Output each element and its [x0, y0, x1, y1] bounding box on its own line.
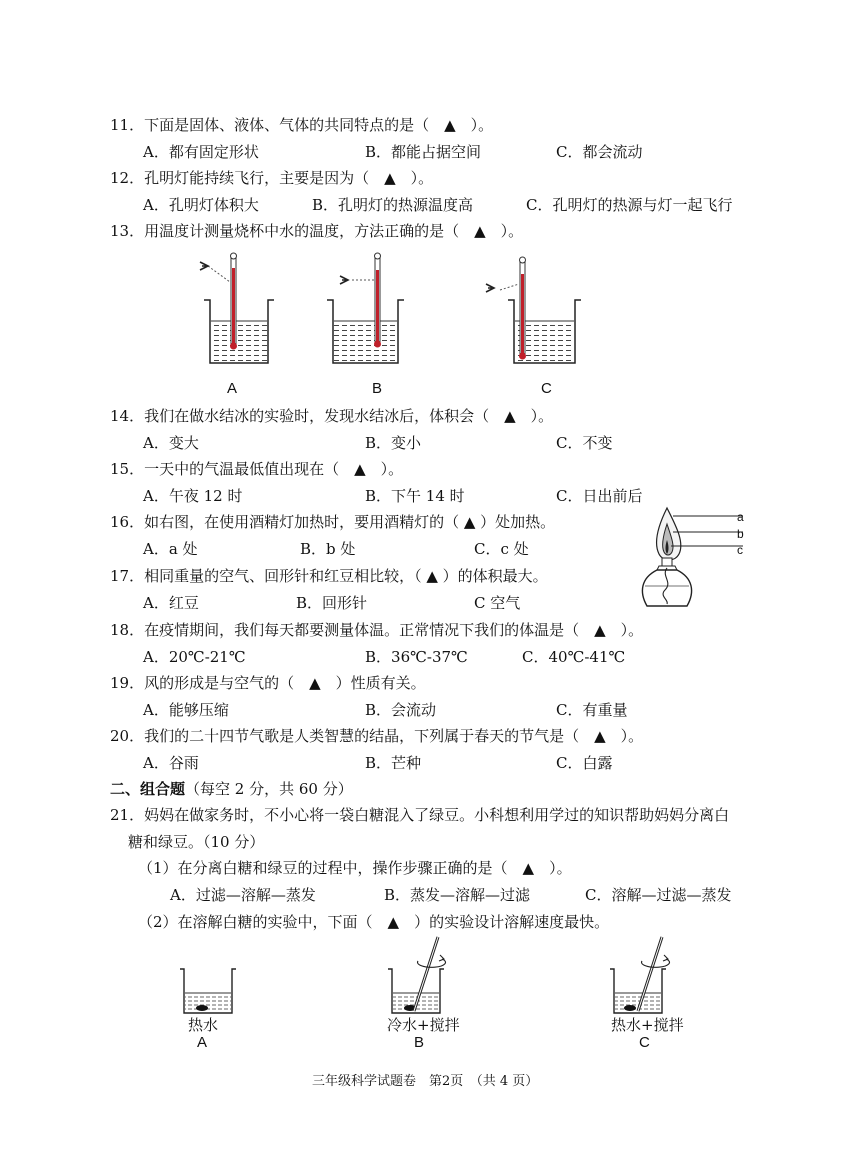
q14-option-c[interactable]: C．不变 [556, 434, 613, 452]
q17-option-a[interactable]: A．红豆 [143, 594, 199, 612]
q12-stem: 12．孔明灯能持续飞行，主要是因为（ ▲ ）。 [110, 169, 434, 187]
sugar-beaker-a [180, 969, 236, 1013]
q11-option-a[interactable]: A．都有固定形状 [143, 143, 259, 161]
q11-stem: 11．下面是固体、液体、气体的共同特点的是（ ▲ ）。 [110, 116, 494, 134]
beaker-b-figure [327, 253, 404, 363]
q21-caption-b: 冷水+搅拌 [387, 1016, 460, 1034]
q20-option-a[interactable]: A．谷雨 [143, 754, 199, 772]
q16-option-c[interactable]: C．c 处 [474, 540, 529, 558]
page-footer: 三年级科学试题卷 第2页 （共 4 页） [312, 1074, 539, 1089]
q21-stem-line1: 21．妈妈在做家务时，不小心将一袋白糖混入了绿豆。小科想利用学过的知识帮助妈妈分离白 [110, 806, 730, 824]
q13-label-c[interactable]: C [541, 380, 552, 397]
q15-option-b[interactable]: B．下午 14 时 [365, 487, 465, 505]
beaker-c-figure [486, 257, 581, 363]
q19-option-b[interactable]: B．会流动 [365, 701, 437, 719]
q11-option-b[interactable]: B．都能占据空间 [365, 143, 482, 161]
flame-label-a: a [737, 510, 744, 524]
sugar-dissolve-figures [170, 935, 690, 1015]
q21-sub1-stem: （1）在分离白糖和绿豆的过程中，操作步骤正确的是（ ▲ ）。 [138, 859, 572, 877]
section-note: （每空 2 分，共 60 分） [185, 780, 353, 798]
q16-option-b[interactable]: B．b 处 [300, 540, 356, 558]
q18-option-a[interactable]: A．20℃-21℃ [143, 648, 246, 666]
sugar-beaker-c [610, 937, 670, 1013]
q13-stem: 13．用温度计测量烧杯中水的温度，方法正确的是（ ▲ ）。 [110, 222, 524, 240]
q19-option-a[interactable]: A．能够压缩 [143, 701, 229, 719]
q21-caption-a: 热水 [188, 1016, 219, 1034]
q16-option-a[interactable]: A．a 处 [143, 540, 198, 558]
q21-letter-a[interactable]: A [197, 1034, 208, 1051]
q11-option-c[interactable]: C．都会流动 [556, 143, 643, 161]
q18-option-c[interactable]: C．40℃-41℃ [522, 648, 626, 666]
flame-label-b: b [737, 527, 744, 541]
q14-option-a[interactable]: A．变大 [143, 434, 199, 452]
q21-sub1-option-c[interactable]: C．溶解—过滤—蒸发 [585, 886, 732, 904]
q21-sub1-option-b[interactable]: B．蒸发—溶解—过滤 [384, 886, 531, 904]
q21-letter-c[interactable]: C [639, 1034, 650, 1051]
q12-option-c[interactable]: C．孔明灯的热源与灯一起飞行 [526, 196, 733, 214]
q15-option-a[interactable]: A．午夜 12 时 [143, 487, 243, 505]
q18-stem: 18．在疫情期间，我们每天都要测量体温。正常情况下我们的体温是（ ▲ ）。 [110, 621, 644, 639]
q13-label-b[interactable]: B [372, 380, 383, 397]
q21-stem-line2: 糖和绿豆。（10 分） [128, 833, 265, 851]
q20-option-b[interactable]: B．芒种 [365, 754, 422, 772]
section-heading [110, 778, 353, 799]
sugar-beaker-b [388, 937, 446, 1013]
q21-caption-c: 热水+搅拌 [611, 1016, 684, 1034]
alcohol-lamp-figure [635, 506, 745, 612]
q14-option-b[interactable]: B．变小 [365, 434, 422, 452]
flame-label-c: c [737, 543, 743, 557]
q20-option-c[interactable]: C．白露 [556, 754, 613, 772]
q17-option-b[interactable]: B．回形针 [296, 594, 368, 612]
beaker-a-figure [200, 253, 274, 363]
q19-option-c[interactable]: C．有重量 [556, 701, 628, 719]
q15-option-c[interactable]: C．日出前后 [556, 487, 643, 505]
q13-label-a[interactable]: A [227, 380, 238, 397]
q21-sub2-stem: （2）在溶解白糖的实验中，下面（ ▲ ）的实验设计溶解速度最快。 [138, 913, 610, 931]
q19-stem: 19．风的形成是与空气的（ ▲ ）性质有关。 [110, 674, 426, 692]
q17-stem: 17．相同重量的空气、回形针和红豆相比较，（ ▲ ）的体积最大。 [110, 567, 548, 585]
q20-stem: 20．我们的二十四节气歌是人类智慧的结晶，下列属于春天的节气是（ ▲ ）。 [110, 727, 644, 745]
q12-option-a[interactable]: A．孔明灯体积大 [143, 196, 259, 214]
q21-sub1-option-a[interactable]: A．过滤—溶解—蒸发 [170, 886, 316, 904]
q21-letter-b[interactable]: B [414, 1034, 425, 1051]
section-title: 二、组合题 [110, 780, 186, 798]
q13-thermometer-figures [190, 248, 590, 373]
q17-option-c[interactable]: C 空气 [474, 594, 521, 612]
q18-option-b[interactable]: B．36℃-37℃ [365, 648, 468, 666]
q16-stem: 16．如右图，在使用酒精灯加热时，要用酒精灯的（ ▲ ）处加热。 [110, 513, 556, 531]
q14-stem: 14．我们在做水结冰的实验时，发现水结冰后，体积会（ ▲ ）。 [110, 407, 554, 425]
q15-stem: 15．一天中的气温最低值出现在（ ▲ ）。 [110, 460, 404, 478]
q12-option-b[interactable]: B．孔明灯的热源温度高 [312, 196, 474, 214]
